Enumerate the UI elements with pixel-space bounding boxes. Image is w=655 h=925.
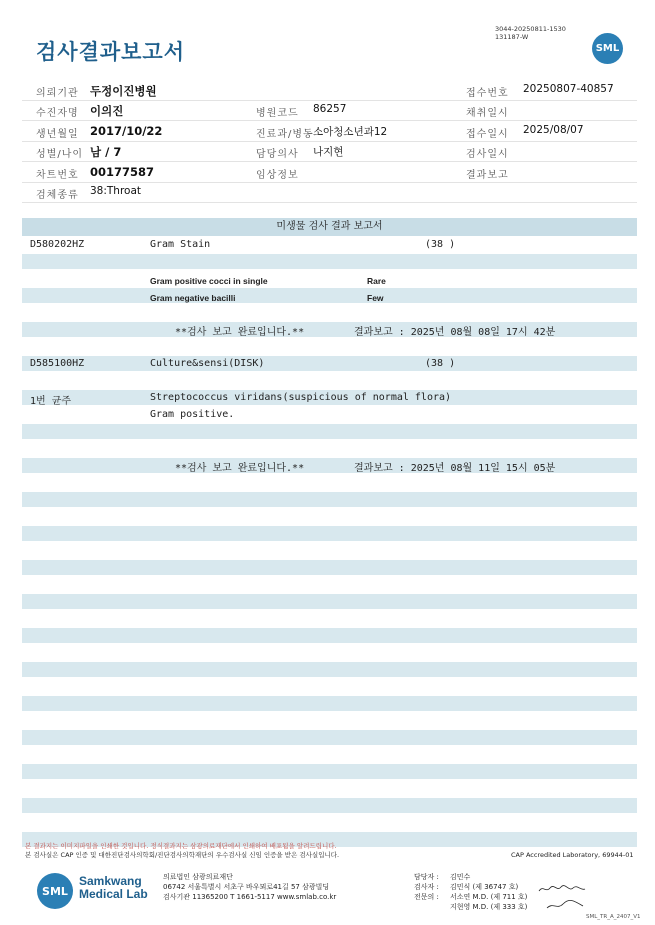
signature-2 <box>545 897 585 916</box>
gram-item-name: Gram negative bacilli <box>150 293 236 303</box>
row-stripe <box>22 696 637 711</box>
header-value: 소아청소년과12 <box>313 126 388 138</box>
brand-name <box>79 875 148 901</box>
gram-item-name: Gram positive cocci in single <box>150 276 268 286</box>
header-value: 두정이진병원 <box>90 84 157 98</box>
brand-line: Samkwang <box>79 874 142 888</box>
staff-row <box>414 872 527 882</box>
document-code <box>495 25 566 41</box>
brand-line: Medical Lab <box>79 887 148 901</box>
report-time-2: 결과보고 : 2025년 08월 11일 15시 05분 <box>354 463 556 474</box>
page-title: 검사결과보고서 <box>36 40 186 64</box>
row-stripe <box>22 288 637 303</box>
header-value: 2017/10/22 <box>90 124 163 138</box>
sml-footer-logo: SML <box>37 873 73 909</box>
row-stripe <box>22 254 637 269</box>
image-notice: 본 결과지는 이미지파일을 인쇄한 것입니다. 정식결과지는 삼광의료재단에서 인쇄하여 배포됨을 알려드립니다. <box>25 842 337 850</box>
document-code-line: 131187-W <box>495 33 529 41</box>
test-number-2: (38 ) <box>425 358 456 369</box>
header-label: 결과보고 <box>466 170 509 181</box>
document-code-line: 3044-20250811-1530 <box>495 25 566 33</box>
test-code-2: D585100HZ <box>30 358 85 369</box>
header-row-divider <box>22 182 637 183</box>
staff-name: 김민식 (제 36747 호) <box>450 883 519 891</box>
staff-name: 서소연 M.D. (제 711 호) <box>450 893 528 901</box>
test-name-1: Gram Stain <box>150 239 211 250</box>
header-value: 86257 <box>313 103 347 115</box>
header-label: 차트번호 <box>36 170 79 181</box>
row-stripe <box>22 560 637 575</box>
header-value: 38:Throat <box>90 185 142 197</box>
row-stripe <box>22 798 637 813</box>
header-label: 생년월일 <box>36 129 79 140</box>
report-complete-2: **검사 보고 완료입니다.** <box>175 463 305 474</box>
header-value: 00177587 <box>90 165 155 179</box>
staff-name: 지현영 M.D. (제 333 호) <box>450 903 528 911</box>
header-label: 검체종류 <box>36 190 79 201</box>
gram-item-value: Few <box>367 293 384 303</box>
header-label: 담당의사 <box>256 149 299 160</box>
row-stripe <box>22 594 637 609</box>
organism-name: Streptococcus viridans(suspicious of normal flora) <box>150 392 452 403</box>
header-label: 수진자명 <box>36 108 79 119</box>
staff-list <box>414 872 527 912</box>
row-stripe <box>22 730 637 745</box>
header-row-divider <box>22 161 637 162</box>
staff-row <box>414 902 527 912</box>
staff-role: 전문의 : <box>414 893 439 901</box>
staff-name: 김민수 <box>450 873 471 881</box>
org-address: 06742 서울특별시 서초구 바우뫼로41길 57 삼광빌딩 <box>163 883 330 891</box>
header-label: 검사일시 <box>466 149 509 160</box>
organism-label: 1번 균주 <box>30 396 72 407</box>
sml-logo: SML <box>592 33 623 64</box>
organism-gram: Gram positive. <box>150 409 235 420</box>
staff-row <box>414 892 527 902</box>
test-number-1: (38 ) <box>425 239 456 250</box>
header-row-divider <box>22 120 637 121</box>
cap-accreditation: CAP Accredited Laboratory, 69944-01 <box>511 851 634 859</box>
gram-item-value: Rare <box>367 276 386 286</box>
staff-role: 검사자 : <box>414 883 439 891</box>
header-label: 성별/나이 <box>36 149 84 160</box>
org-name: 의료법인 삼광의료재단 <box>163 873 233 881</box>
header-value: 2025/08/07 <box>523 124 584 136</box>
header-label: 임상정보 <box>256 170 299 181</box>
row-stripe <box>22 662 637 677</box>
header-row-divider <box>22 100 637 101</box>
header-row-divider <box>22 202 637 203</box>
header-label: 진료과/병동 <box>256 129 314 140</box>
header-value: 이의진 <box>90 104 124 118</box>
report-complete-1: **검사 보고 완료입니다.** <box>175 327 305 338</box>
row-stripe <box>22 424 637 439</box>
organization-info <box>163 872 336 902</box>
header-value: 20250807-40857 <box>523 83 614 95</box>
section-title: 미생물 검사 결과 보고서 <box>22 218 637 236</box>
org-contact: 검사기관 11365200 T 1661-5117 www.smlab.co.kr <box>163 893 337 901</box>
test-code-1: D580202HZ <box>30 239 85 250</box>
header-label: 접수번호 <box>466 88 509 99</box>
staff-role: 담당자 : <box>414 873 439 881</box>
row-stripe <box>22 492 637 507</box>
staff-row <box>414 882 527 892</box>
form-code: SML_TR_A_2407_V1 <box>586 914 641 920</box>
header-label: 접수일시 <box>466 129 509 140</box>
header-label: 의뢰기관 <box>36 88 79 99</box>
row-stripe <box>22 764 637 779</box>
header-label: 병원코드 <box>256 108 299 119</box>
header-value: 남 / 7 <box>90 145 122 159</box>
test-name-2: Culture&sensi(DISK) <box>150 358 265 369</box>
row-stripe <box>22 356 637 371</box>
header-row-divider <box>22 141 637 142</box>
report-time-1: 결과보고 : 2025년 08월 08일 17시 42분 <box>354 327 556 338</box>
header-label: 채취일시 <box>466 108 509 119</box>
certification-notice: 본 검사실은 CAP 인증 및 대한진단검사의학회/진단검사의학재단의 우수검사실 신임 인증을 받은 검사실입니다. <box>25 851 340 859</box>
header-value: 나지현 <box>313 146 344 158</box>
row-stripe <box>22 628 637 643</box>
row-stripe <box>22 526 637 541</box>
